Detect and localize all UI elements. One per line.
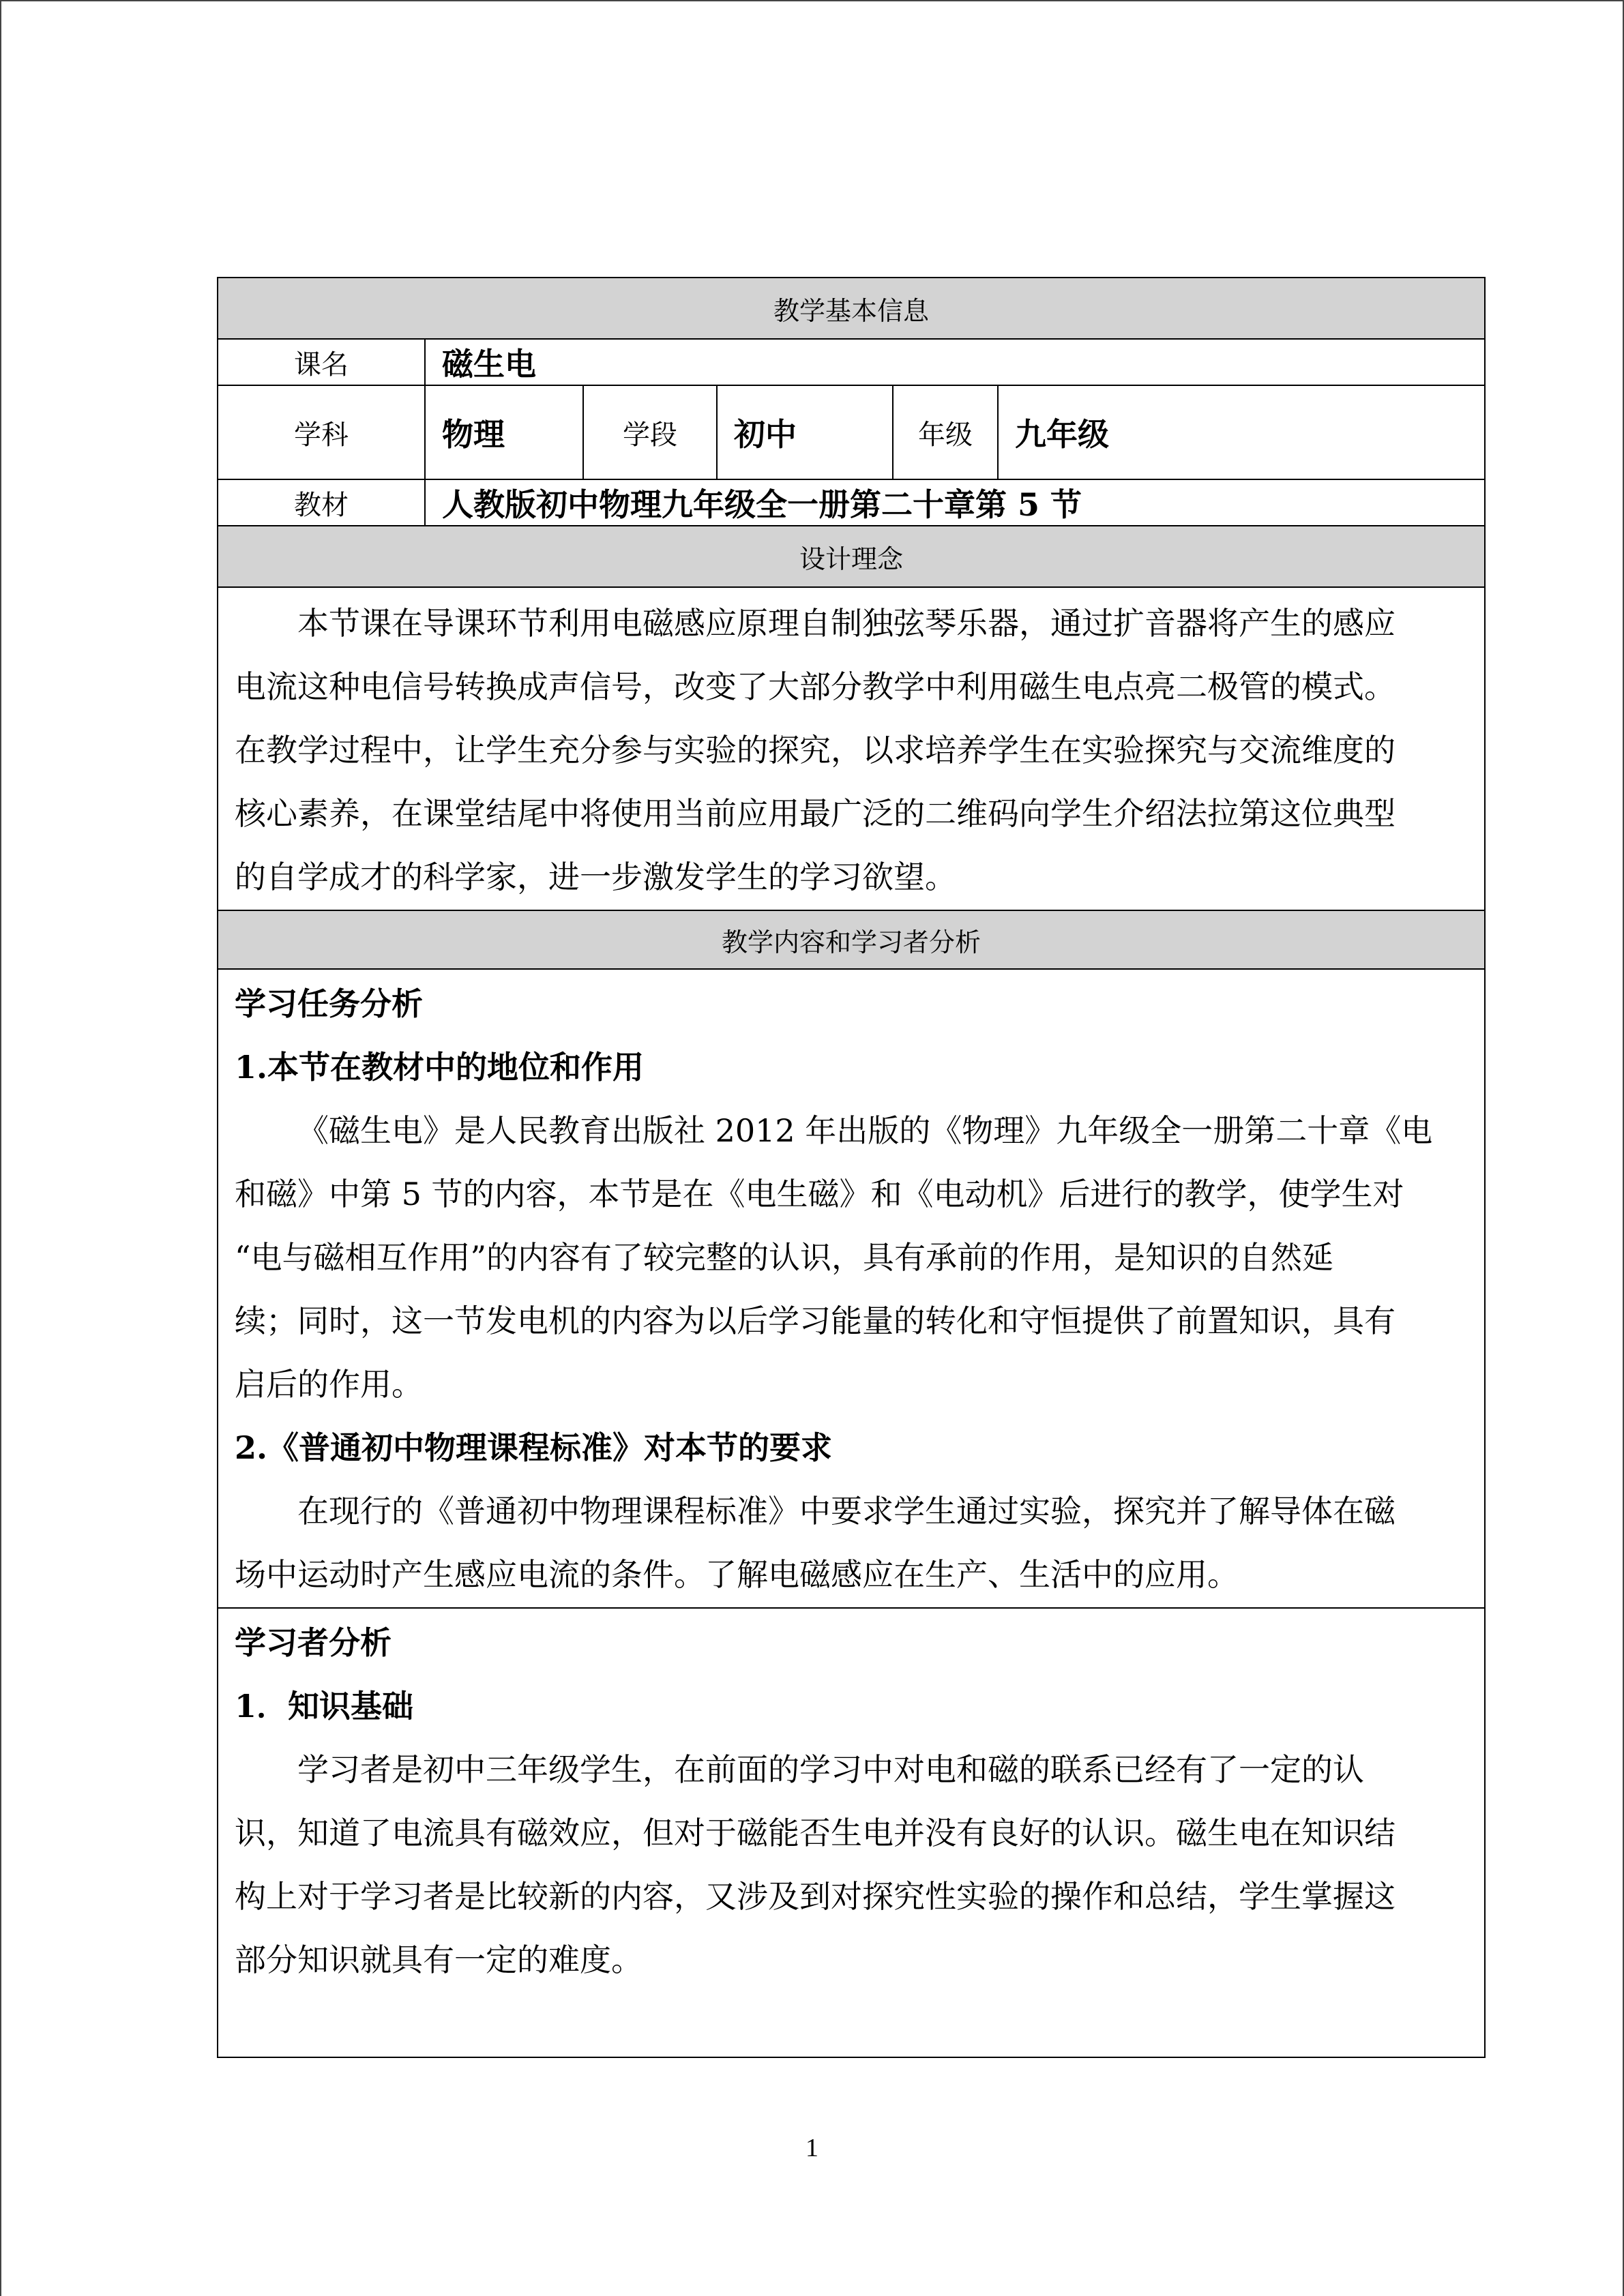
- learner-line: 部分知识就具有一定的难度。: [235, 1941, 643, 1978]
- learner-line: 学习者是初中三年级学生，在前面的学习中对电和磁的联系已经有了一定的认: [297, 1751, 1364, 1788]
- subject-row: [218, 385, 1485, 479]
- stage-value: 初中: [717, 385, 893, 479]
- page-number: 1: [806, 2134, 818, 2162]
- grade-value: 九年级: [998, 385, 1485, 479]
- task-subheading-2: 2.《普通初中物理课程标准》对本节的要求: [235, 1429, 833, 1466]
- design-line: 本节课在导课环节利用电磁感应原理自制独弦琴乐器，通过扩音器将产生的感应: [297, 605, 1396, 642]
- learner-analysis-row: [218, 1608, 1485, 2057]
- task-line: 启后的作用。: [235, 1366, 423, 1403]
- design-line: 的自学成才的科学家，进一步激发学生的学习欲望。: [235, 859, 956, 895]
- lesson-info-table: [217, 277, 1486, 2058]
- learner-line: 识，知道了电流具有磁效应，但对于磁能否生电并没有良好的认识。磁生电在知识结: [235, 1815, 1396, 1851]
- grade-label: 年级: [893, 385, 998, 479]
- textbook-label: 教材: [218, 479, 425, 526]
- basic-info-header: 教学基本信息: [218, 278, 1485, 339]
- task-line: 和磁》中第 5 节的内容，本节是在《电生磁》和《电动机》后进行的教学，使学生对: [235, 1176, 1404, 1212]
- design-content: [218, 587, 1485, 910]
- task-heading: 学习任务分析: [235, 985, 423, 1022]
- task-analysis-content: [218, 969, 1485, 1608]
- subject-label: 学科: [218, 385, 425, 479]
- basic-info-header-row: [218, 278, 1485, 339]
- task-line: 《磁生电》是人民教育出版社 2012 年出版的《物理》九年级全一册第二十章《电: [297, 1112, 1433, 1149]
- design-header: 设计理念: [218, 526, 1485, 587]
- textbook-value: 人教版初中物理九年级全一册第二十章第 5 节: [425, 479, 1485, 526]
- course-value: 磁生电: [425, 339, 1485, 385]
- design-row: [218, 587, 1485, 910]
- learner-subheading-1: 1．知识基础: [235, 1688, 414, 1725]
- task-line: “电与磁相互作用”的内容有了较完整的认识，具有承前的作用，是知识的自然延: [235, 1239, 1334, 1276]
- textbook-row: [218, 479, 1485, 526]
- learner-heading: 学习者分析: [235, 1624, 392, 1661]
- learner-analysis-content: [218, 1608, 1485, 2057]
- stage-label: 学段: [583, 385, 717, 479]
- task-line: 在现行的《普通初中物理课程标准》中要求学生通过实验，探究并了解导体在磁: [297, 1493, 1396, 1530]
- course-label: 课名: [218, 339, 425, 385]
- design-line: 电流这种电信号转换成声信号，改变了大部分教学中利用磁生电点亮二极管的模式。: [235, 668, 1396, 705]
- subject-value: 物理: [425, 385, 583, 479]
- task-analysis-row: [218, 969, 1485, 1608]
- design-header-row: [218, 526, 1485, 587]
- design-line: 在教学过程中，让学生充分参与实验的探究，以求培养学生在实验探究与交流维度的: [235, 732, 1396, 769]
- analysis-header-row: [218, 910, 1485, 969]
- course-row: [218, 339, 1485, 385]
- design-line: 核心素养，在课堂结尾中将使用当前应用最广泛的二维码向学生介绍法拉第这位典型: [235, 795, 1396, 832]
- task-line: 场中运动时产生感应电流的条件。了解电磁感应在生产、生活中的应用。: [235, 1556, 1239, 1593]
- task-line: 续；同时，这一节发电机的内容为以后学习能量的转化和守恒提供了前置知识，具有: [235, 1302, 1396, 1339]
- analysis-header: 教学内容和学习者分析: [218, 910, 1485, 969]
- task-subheading-1: 1.本节在教材中的地位和作用: [235, 1049, 645, 1086]
- learner-line: 构上对于学习者是比较新的内容，又涉及到对探究性实验的操作和总结，学生掌握这: [235, 1878, 1396, 1915]
